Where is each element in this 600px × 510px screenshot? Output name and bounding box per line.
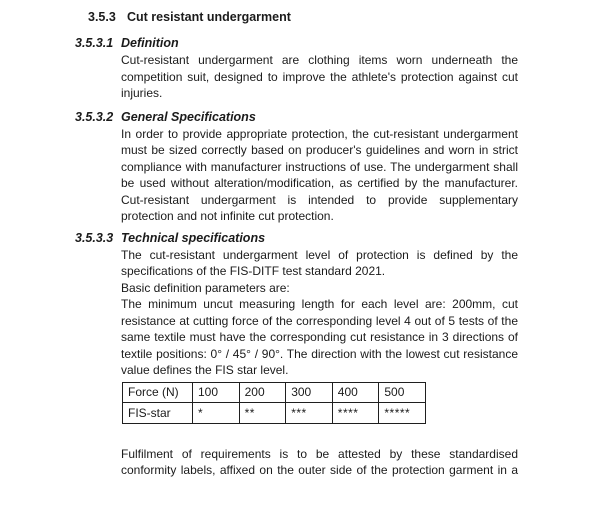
section-general-specifications <box>0 109 600 225</box>
subsection-heading <box>0 35 600 52</box>
section-body <box>121 247 518 379</box>
subsection-heading <box>0 109 600 126</box>
main-section-heading <box>0 9 600 26</box>
table-cell-force-200: 200 <box>239 382 286 403</box>
section-body <box>121 52 518 102</box>
subsection-number: 3.5.3.3 <box>75 230 114 245</box>
paragraph: The cut-resistant undergarment level of protection is defined by the specifications of the FIS-DITF test standard 2021. <box>121 247 518 278</box>
paragraph: The minimum uncut measuring length for each level are: 200mm, cut resistance at cutting force of the corresponding level 4 out of 5 tests of the same textile must have the corresponding cut resistance in 3 directions of textile positions: 0° / 45° / 90°. The direction with the lowest cut resistance value defines the FIS star level. <box>121 297 518 377</box>
main-section-title: Cut resistant undergarment <box>127 10 291 24</box>
closing-paragraph: Fulfilment of requirements is to be attested by these standardised conformity labels, affixed on the outer side of the protection garment in a <box>121 446 518 477</box>
table-row-force <box>123 382 426 403</box>
table-cell-force-300: 300 <box>286 382 333 403</box>
fis-star-table <box>122 382 426 424</box>
table-cell-fis-star-label: FIS-star <box>123 403 193 424</box>
subsection-number: 3.5.3.2 <box>75 109 114 124</box>
subsection-heading <box>0 230 600 247</box>
subsection-title: Definition <box>121 36 179 50</box>
closing-paragraph-block <box>121 446 518 479</box>
table-cell-star-4: **** <box>332 403 379 424</box>
paragraph: Cut-resistant undergarment are clothing items worn underneath the competition suit, designed to improve the athlete's protection against cut injuries. <box>121 53 518 100</box>
table-cell-star-1: * <box>193 403 240 424</box>
table-cell-star-5: ***** <box>379 403 426 424</box>
section-body <box>121 126 518 225</box>
subsection-title: General Specifications <box>121 109 256 124</box>
section-definition <box>0 35 600 102</box>
table-row-fis-star <box>123 403 426 424</box>
paragraph: Basic definition parameters are: <box>121 280 290 295</box>
table-cell-force-100: 100 <box>193 382 240 403</box>
main-section-number: 3.5.3 <box>88 10 116 24</box>
subsection-number: 3.5.3.1 <box>75 36 114 50</box>
paragraph: In order to provide appropriate protection, the cut-resistant undergarment must be sized correctly based on producer's guidelines and worn in strict compliance with manufacturer instructions of use. The undergarment shall be used without alteration/modification, as certified by the manufacturer. Cut-resistant undergarment is intended to provide supplementary protection and not infinite cut protection. <box>121 126 518 223</box>
table-cell-force-500: 500 <box>379 382 426 403</box>
table-cell-star-3: *** <box>286 403 333 424</box>
table-cell-star-2: ** <box>239 403 286 424</box>
table-cell-force-400: 400 <box>332 382 379 403</box>
subsection-title: Technical specifications <box>121 230 266 245</box>
section-technical-specifications <box>0 230 600 379</box>
table-cell-force-label: Force (N) <box>123 382 193 403</box>
